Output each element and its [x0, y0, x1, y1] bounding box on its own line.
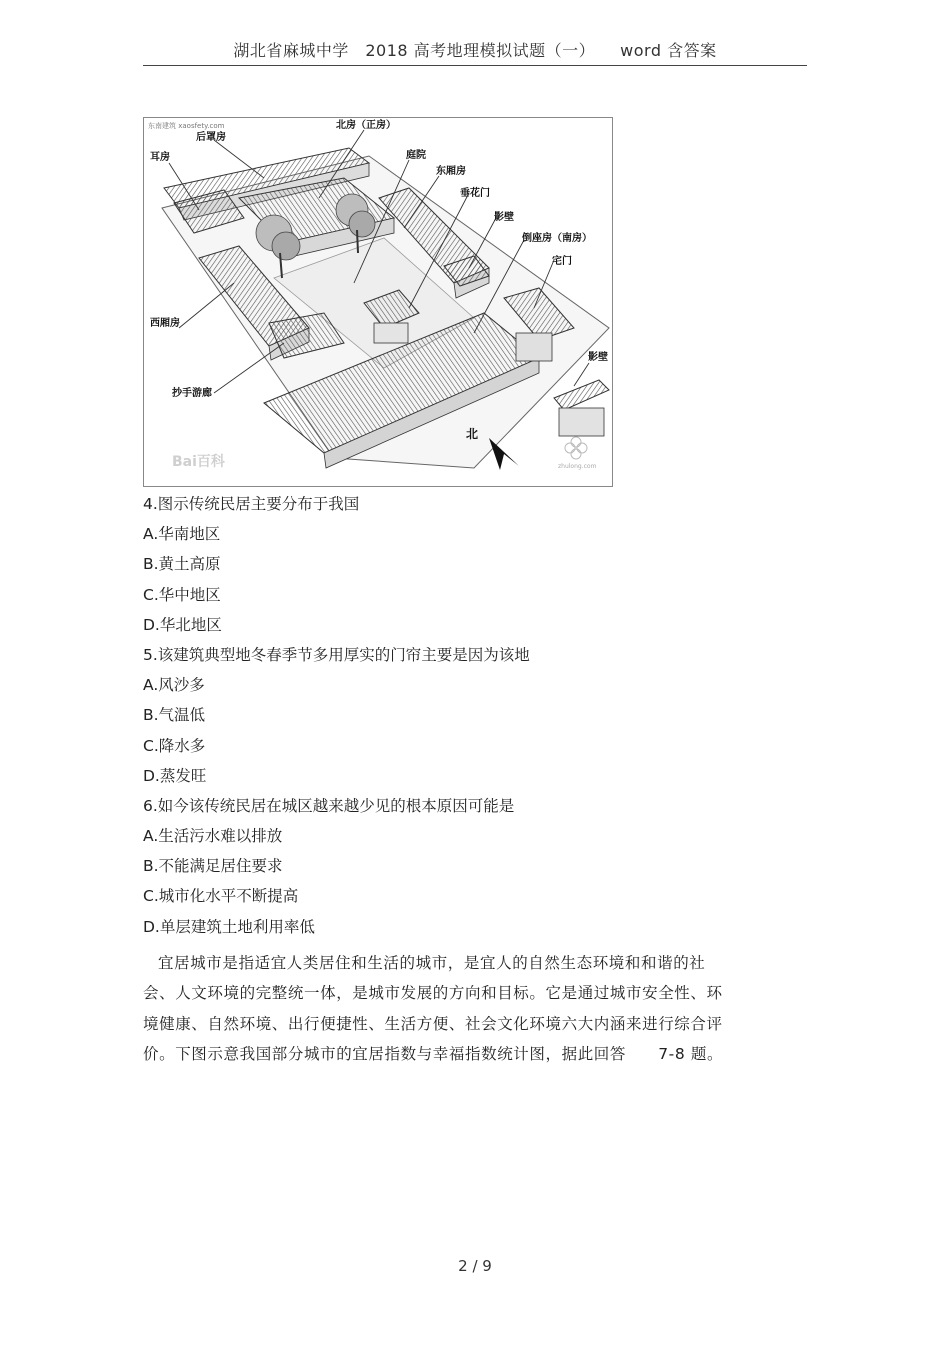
- label-yingbi-inner: 影壁: [494, 212, 514, 223]
- question-stem: 5.该建筑典型地冬春季节多用厚实的门帘主要是因为该地: [143, 645, 530, 664]
- question-content: [143, 489, 743, 1070]
- label-dongxiang: 东厢房: [436, 166, 466, 177]
- label-chaoshou: 抄手游廊: [172, 388, 212, 399]
- label-daozuo: 倒座房（南房）: [522, 233, 592, 244]
- label-zhaimen: 宅门: [552, 256, 572, 267]
- question-6: [143, 791, 743, 942]
- label-yingbi-outer: 影壁: [588, 352, 608, 363]
- label-tingyuan: 庭院: [406, 150, 426, 161]
- question-5: [143, 640, 743, 791]
- option: B.气温低: [143, 706, 206, 725]
- option: A.华南地区: [143, 525, 221, 544]
- option: C.华中地区: [143, 585, 221, 604]
- page-header: 湖北省麻城中学 2018 高考地理模拟试题（一） word 含答案: [233, 41, 717, 60]
- page-number: 2 / 9: [458, 1257, 492, 1275]
- question-stem: 4.图示传统民居主要分布于我国: [143, 495, 360, 513]
- zhaimen-body: [516, 333, 552, 361]
- siheyuan-drawing: [144, 118, 612, 486]
- siheyuan-figure: [143, 117, 613, 487]
- option: A.生活污水难以排放: [143, 827, 283, 846]
- yingbi-outer: [554, 380, 609, 436]
- intro-paragraph: 宜居城市是指适宜人类居住和生活的城市，是宜人的自然生态环境和和谐的社会、人文环境的完整统一体，是城市发展的方向和目标。它是通过城市安全性、环境健康、自然环境、出行便捷性、生活方便、社会文化环境六大内涵来进行综合评价。下图示意我国部分城市的宜居指数与幸福指数统计图，据此回答 7-8 题。: [143, 953, 724, 1064]
- label-xixiang: 西厢房: [150, 318, 180, 329]
- north-label: 北: [466, 427, 479, 441]
- question-stem: 6.如今该传统民居在城区越来越少见的根本原因可能是: [143, 796, 515, 815]
- option: D.华北地区: [143, 615, 222, 634]
- option: C.城市化水平不断提高: [143, 887, 299, 906]
- question-4: [143, 489, 743, 640]
- option: C.降水多: [143, 736, 206, 755]
- label-erfang: 耳房: [150, 152, 170, 163]
- label-beifang: 北房（正房）: [336, 120, 396, 131]
- north-arrow-icon: [489, 438, 519, 470]
- option: D.单层建筑土地利用率低: [143, 917, 315, 936]
- watermark-corner: zhulong.com: [558, 463, 597, 470]
- option: B.不能满足居住要求: [143, 857, 283, 876]
- option: B.黄土高原: [143, 555, 221, 574]
- label-chuihua: 垂花门: [460, 188, 490, 199]
- flower-mark: [565, 437, 587, 459]
- option: A.风沙多: [143, 676, 205, 695]
- header-rule: [143, 65, 807, 66]
- watermark-bottom: Bai百科: [172, 454, 225, 470]
- option: D.蒸发旺: [143, 766, 207, 785]
- chuihuamen-body: [374, 323, 408, 343]
- label-houzhao: 后罩房: [196, 132, 226, 143]
- watermark-top: 东南建筑 xaosfety.com: [148, 122, 225, 130]
